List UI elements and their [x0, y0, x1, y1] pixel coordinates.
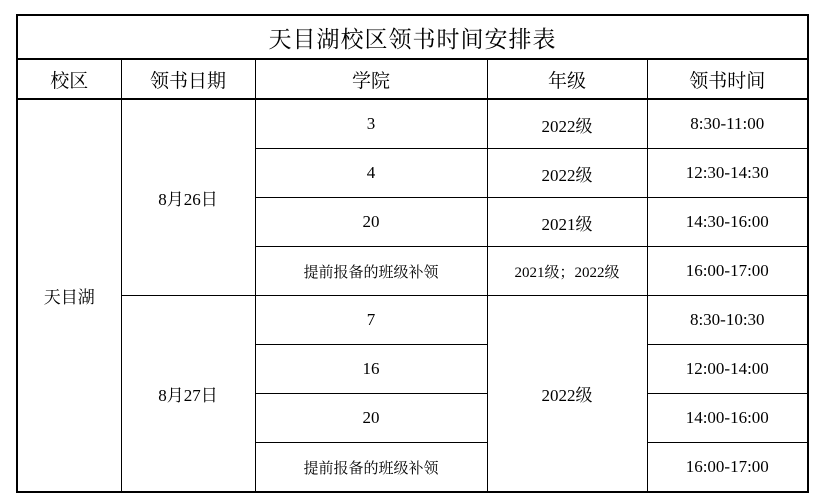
column-header-grade: 年级 [487, 59, 647, 99]
college-cell: 20 [255, 198, 487, 247]
college-cell: 20 [255, 394, 487, 443]
time-cell: 16:00-17:00 [647, 443, 808, 493]
time-cell: 16:00-17:00 [647, 247, 808, 296]
column-header-college: 学院 [255, 59, 487, 99]
time-cell: 12:00-14:00 [647, 345, 808, 394]
time-cell: 14:00-16:00 [647, 394, 808, 443]
column-header-time: 领书时间 [647, 59, 808, 99]
table-row [17, 99, 808, 149]
time-cell: 12:30-14:30 [647, 149, 808, 198]
grade-cell: 2022级 [487, 149, 647, 198]
time-cell: 14:30-16:00 [647, 198, 808, 247]
college-cell: 提前报备的班级补领 [255, 247, 487, 296]
college-cell: 提前报备的班级补领 [255, 443, 487, 493]
table-header-row [17, 59, 808, 99]
table-row [17, 296, 808, 345]
grade-cell: 2021级 [487, 198, 647, 247]
page-title: 天目湖校区领书时间安排表 [17, 15, 808, 59]
date-cell-aug26: 8月26日 [121, 99, 255, 296]
table-title-row [17, 15, 808, 59]
college-cell: 3 [255, 99, 487, 149]
column-header-date: 领书日期 [121, 59, 255, 99]
date-cell-aug27: 8月27日 [121, 296, 255, 493]
grade-cell: 2022级 [487, 99, 647, 149]
college-cell: 16 [255, 345, 487, 394]
column-header-campus: 校区 [17, 59, 121, 99]
time-cell: 8:30-10:30 [647, 296, 808, 345]
college-cell: 4 [255, 149, 487, 198]
grade-cell: 2021级；2022级 [487, 247, 647, 296]
campus-cell: 天目湖 [17, 99, 121, 492]
time-cell: 8:30-11:00 [647, 99, 808, 149]
college-cell: 7 [255, 296, 487, 345]
schedule-table [16, 14, 809, 493]
grade-cell: 2022级 [487, 296, 647, 493]
